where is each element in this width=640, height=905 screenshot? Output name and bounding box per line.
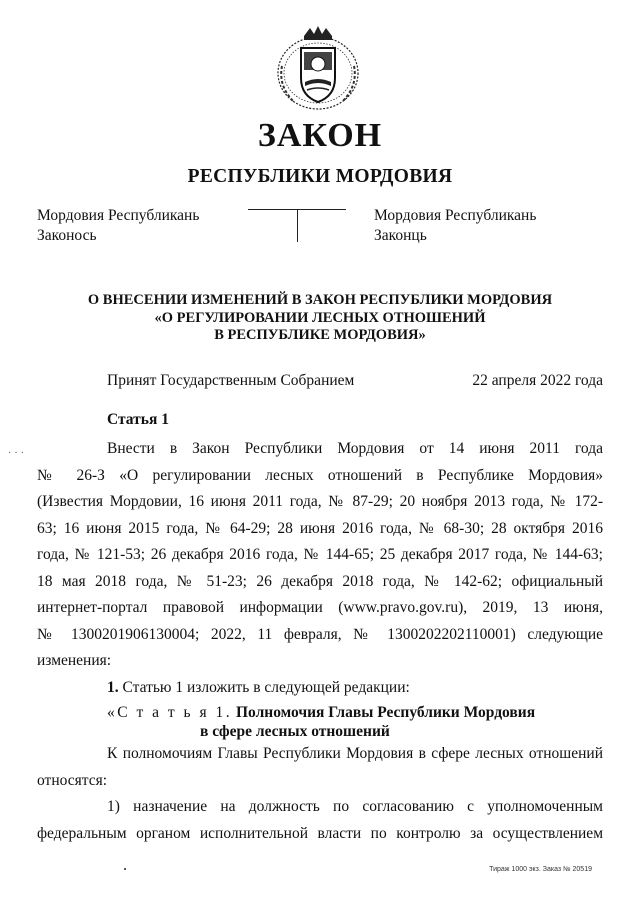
paragraph-line: № 26-З «О регулировании лесных отношений в Республике Мордовия» [37,466,603,484]
paragraph-line: Внести в Закон Республики Мордовия от 14 июня 2011 года [107,440,603,457]
paragraph-line: 18 мая 2018 года, № 51-23; 26 декабря 2018 года, № 142-62; официальный [37,572,603,590]
section-heading [107,703,535,741]
paragraph-line: (Известия Мордовии, 16 июня 2011 года, № 87-29; 20 ноября 2013 года, № 172- [37,493,603,510]
article-1-body [37,436,603,701]
paragraph-line-last: изменения: [37,652,112,669]
paragraph-line: 63; 16 июня 2015 года, № 64-29; 28 июня 2016 года, № 68-30; 28 октября 2016 [37,519,603,537]
scan-artifact-dots: ··· [8,448,27,459]
erzya-line-2: Законць [374,226,427,244]
scan-speck [124,868,126,870]
moksha-line-1: Мордовия Республикань [37,207,200,224]
document-title [0,292,640,345]
paragraph-line: интернет-портал правовой информации (www.pravo.gov.ru), 2019, 13 июня, [37,599,603,616]
section-paragraph-line: К полномочиям Главы Республики Мордовия в сфере лесных отношений [107,745,603,762]
section-prefix: «С т а т ь я 1. [107,704,233,721]
item-1-text: Статью 1 изложить в следующей редакции: [118,678,410,696]
section-paragraph-line: относятся: [37,771,108,789]
article-1-heading: Статья 1 [107,411,169,428]
title-line-1: О ВНЕСЕНИИ ИЗМЕНЕНИЙ В ЗАКОН РЕСПУБЛИКИ МОРДОВИЯ [87,292,553,308]
paragraph-line: года, № 121-53; 26 декабря 2016 года, № 144-65; 25 декабря 2017 года, № 144-63; [37,546,603,563]
adopted-date: 22 апреля 2022 года [472,372,603,389]
moksha-title [37,206,252,245]
print-info: Тираж 1000 экз. Заказ № 20519 [489,866,592,873]
adopted-by-label: Принят Государственным Собранием [107,372,355,389]
section-body [37,741,603,847]
title-line-3: В РЕСПУБЛИКЕ МОРДОВИЯ» [214,327,426,343]
mordovia-coat-of-arms-icon [274,26,362,112]
section-paragraph-line: федеральным органом исполнительной власти по контролю за осуществлением [37,824,603,842]
title-line-2: «О РЕГУЛИРОВАНИИ ЛЕСНЫХ ОТНОШЕНИЙ [154,309,486,326]
section-title-line-2: в сфере лесных отношений [200,723,390,740]
section-paragraph-line: 1) назначение на должность по согласованию с уполномоченным [107,798,603,815]
erzya-line-1: Мордовия Республикань [374,207,537,224]
law-title: ЗАКОН [257,117,383,154]
item-1-number: 1. [107,678,119,696]
header-divider-stem [297,209,298,242]
moksha-line-2: Законось [37,226,97,244]
item-1 [37,675,603,702]
section-title-line-1: Полномочия Главы Республики Мордовия [232,704,536,721]
republic-name: РЕСПУБЛИКИ МОРДОВИЯ [187,166,453,187]
erzya-title [374,206,614,245]
paragraph-line: № 1300201906130004; 2022, 11 февраля, № 1300202202110001) следующие [37,625,603,643]
